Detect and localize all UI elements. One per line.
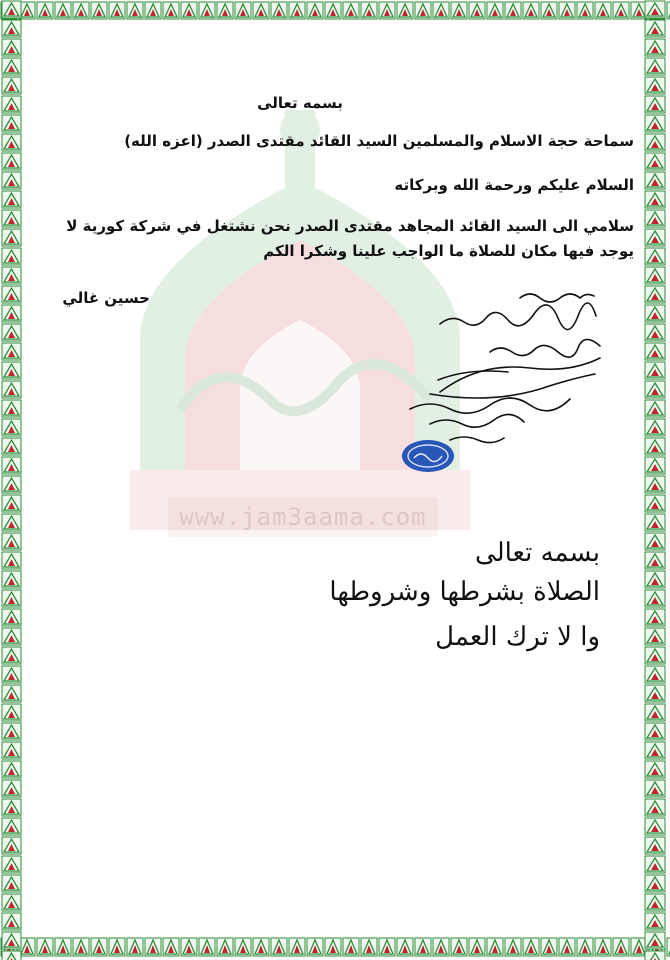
answer-ruling-line: الصلاة بشرطها وشروطها bbox=[329, 577, 600, 607]
answer-work-line: وا لا ترك العمل bbox=[435, 622, 600, 652]
seal-stamp-icon bbox=[402, 440, 454, 472]
letter-message: سلامي الى السيد القائد المجاهد مقتدى الصدر نحن نشتغل في شركة كورية لا يوجد فيها مكان للصلاة ما الواجب علينا وشكرا الكم bbox=[66, 217, 634, 260]
watermark-url: www.jam3aama.com bbox=[168, 497, 438, 537]
letter-greeting: السلام عليكم ورحمة الله وبركاته bbox=[394, 176, 634, 194]
letter-salutation: سماحة حجة الاسلام والمسلمين السيد القائد مقتدى الصدر (اعزه الله) bbox=[124, 132, 634, 150]
decorative-border-left bbox=[0, 0, 24, 960]
letter-sender: حسين غالي bbox=[62, 289, 150, 307]
decorative-border-right bbox=[641, 0, 670, 960]
border-pattern-left-icon bbox=[0, 0, 24, 960]
border-pattern-top-icon bbox=[0, 0, 670, 22]
border-pattern-bottom-icon bbox=[0, 935, 670, 960]
border-pattern-right-icon bbox=[641, 0, 670, 960]
handwritten-reply-signature-icon bbox=[400, 284, 630, 474]
answer-invocation: بسمه تعالى bbox=[475, 538, 600, 568]
letter-invocation: بسمه تعالى bbox=[257, 94, 343, 112]
decorative-border-top bbox=[0, 0, 670, 22]
decorative-border-bottom bbox=[0, 935, 670, 960]
